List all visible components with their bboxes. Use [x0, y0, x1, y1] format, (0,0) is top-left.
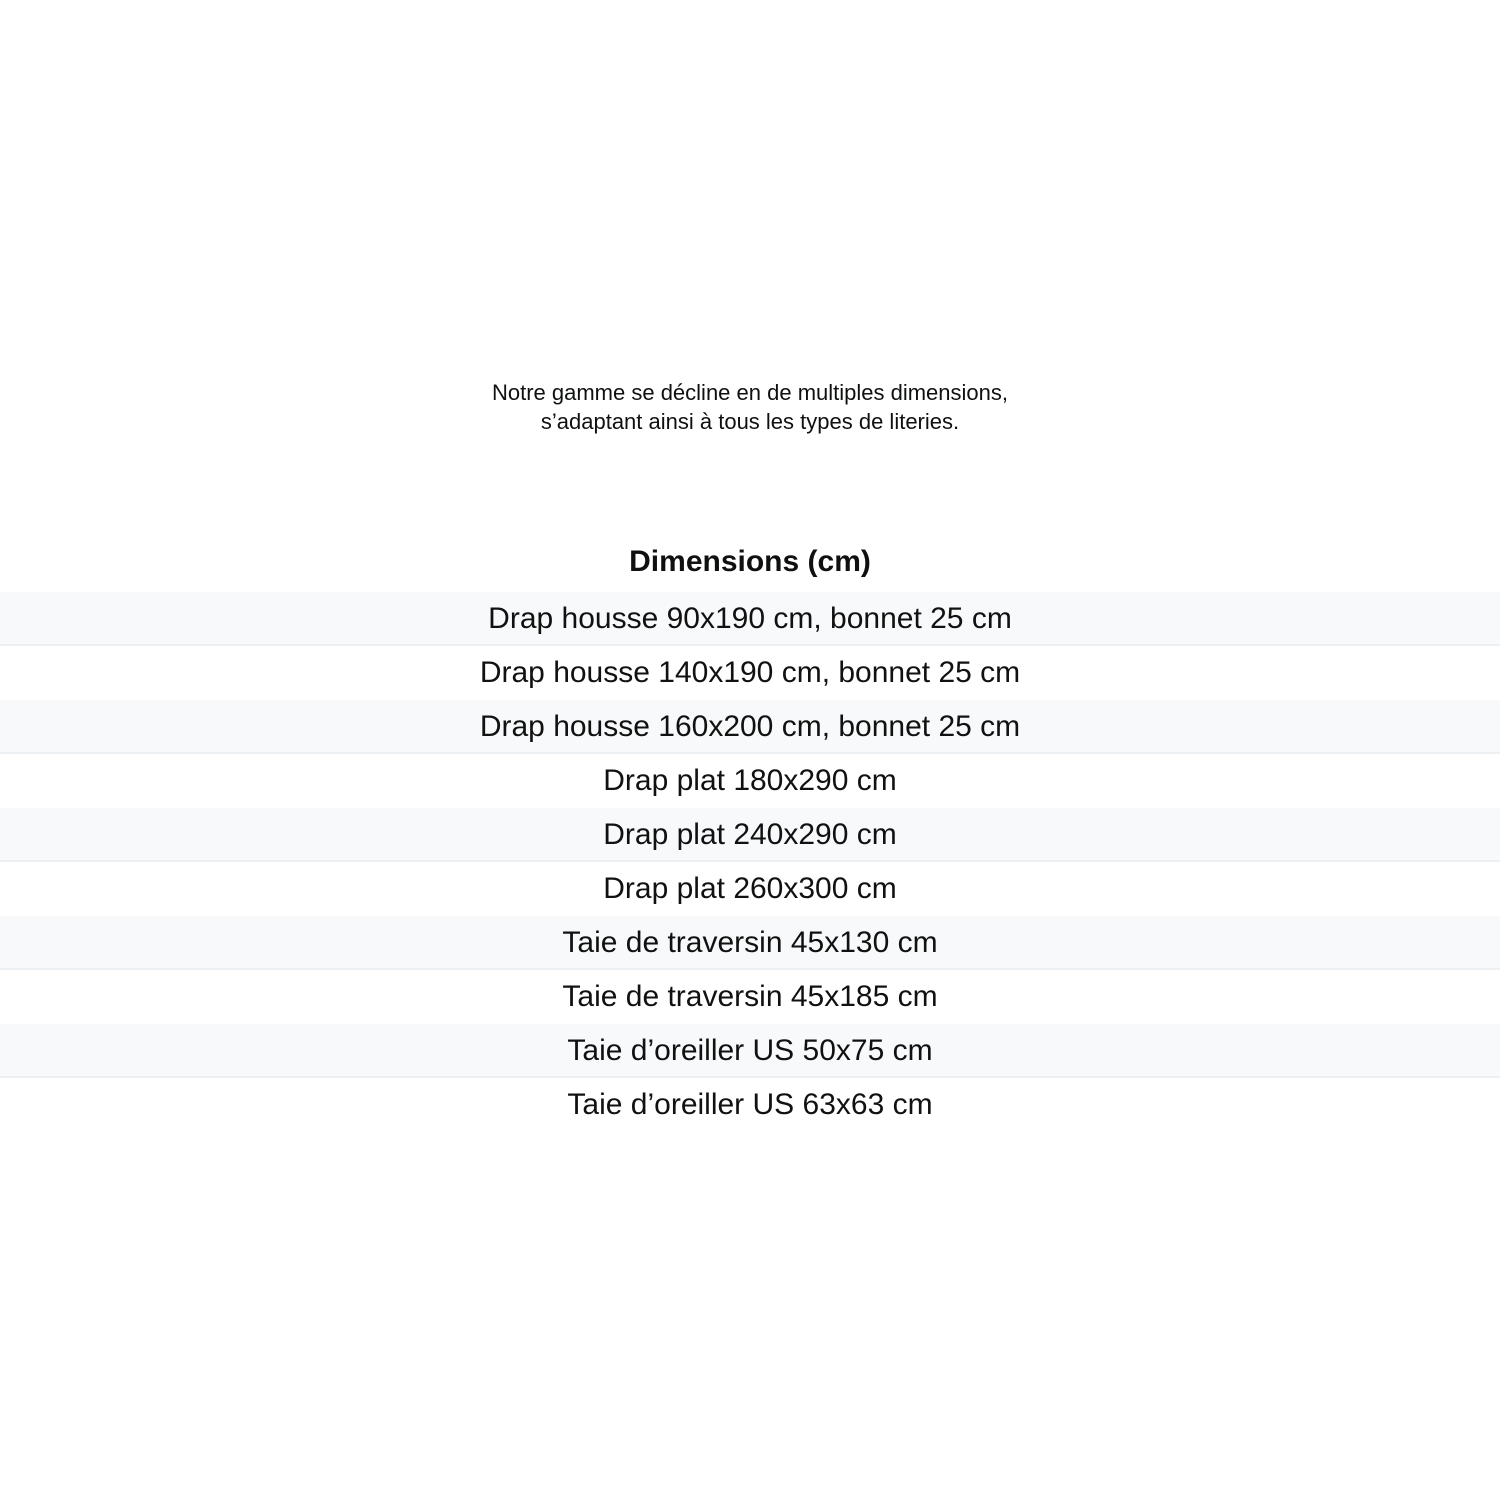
dimensions-table [0, 592, 1500, 1132]
table-row: Taie de traversin 45x130 cm [0, 916, 1500, 970]
dimensions-heading: Dimensions (cm) [629, 545, 871, 578]
table-row: Drap housse 160x200 cm, bonnet 25 cm [0, 700, 1500, 754]
table-row: Drap housse 140x190 cm, bonnet 25 cm [0, 646, 1500, 700]
table-row: Taie d’oreiller US 63x63 cm [0, 1078, 1500, 1132]
intro-line-1: Notre gamme se décline en de multiples dimensions, [491, 380, 1009, 405]
intro-text [0, 378, 1500, 436]
intro-line-2: s’adaptant ainsi à tous les types de literies. [540, 409, 960, 434]
table-row: Drap plat 240x290 cm [0, 808, 1500, 862]
table-row: Drap plat 260x300 cm [0, 862, 1500, 916]
table-row: Drap plat 180x290 cm [0, 754, 1500, 808]
table-row: Taie d’oreiller US 50x75 cm [0, 1024, 1500, 1078]
table-row: Drap housse 90x190 cm, bonnet 25 cm [0, 592, 1500, 646]
table-row: Taie de traversin 45x185 cm [0, 970, 1500, 1024]
